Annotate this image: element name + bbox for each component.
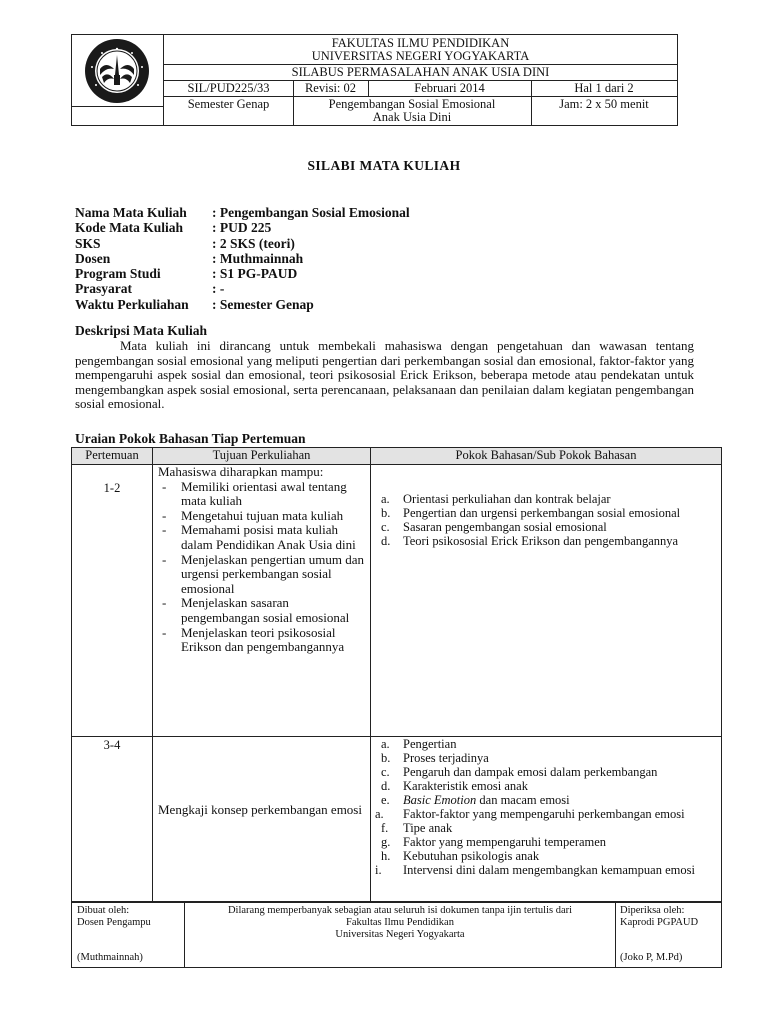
notice-line-2: Fakultas Ilmu Pendidikan	[346, 917, 454, 928]
topic-item: d. Karakteristik emosi anak	[381, 779, 528, 793]
meta-row	[75, 236, 410, 251]
page-number: Hal 1 dari 2	[574, 81, 634, 95]
meta-row	[75, 297, 410, 312]
university-name: UNIVERSITAS NEGERI YOGYAKARTA	[311, 49, 530, 63]
column-header-meeting: Pertemuan	[72, 448, 153, 464]
goal-item: - Menjelaskan teori psikososial Erikson dan pengembangannya	[162, 624, 345, 655]
topic-cell	[371, 737, 721, 902]
syllabus-title: SILABUS PERMASALAHAN ANAK USIA DINI	[291, 65, 550, 79]
meta-row	[75, 281, 410, 296]
semester: Semester Genap	[187, 97, 270, 111]
notice-line-1: Dilarang memperbanyak sebagian atau seluruh isi dokumen tanpa ijin tertulis dari	[227, 905, 573, 916]
hours: Jam: 2 x 50 menit	[559, 97, 649, 111]
meta-label: Waktu Perkuliahan	[75, 296, 189, 312]
faculty-name: FAKULTAS ILMU PENDIDIKAN	[331, 36, 510, 50]
meta-value: : Muthmainnah	[212, 250, 304, 266]
topic-item: b. Pengertian dan urgensi perkembangan sosial emosional	[381, 506, 681, 520]
checked-by-role: Kaprodi PGPAUD	[620, 917, 699, 928]
meta-label: Prasyarat	[75, 281, 132, 297]
document-footer	[71, 901, 722, 968]
issue-date: Februari 2014	[414, 81, 485, 95]
meta-label: SKS	[75, 235, 101, 251]
document-header	[71, 34, 678, 126]
doc-code: SIL/PUD225/33	[187, 81, 270, 95]
goal-item: - Memiliki orientasi awal tentang mata kuliah	[162, 478, 347, 509]
goal-item: - Menjelaskan pengertian umum dan urgensi perkembangan sosial emosional	[162, 551, 365, 596]
column-header-topic: Pokok Bahasan/Sub Pokok Bahasan	[455, 448, 637, 462]
topic-item: e. Basic Emotion dan macam emosi	[381, 793, 570, 807]
made-by-cell	[72, 902, 185, 967]
copyright-notice-cell	[185, 902, 616, 967]
description-body	[75, 339, 694, 412]
topic-item: f. Tipe anak	[381, 821, 453, 835]
meta-value: : 2 SKS (teori)	[212, 235, 295, 251]
meeting-number: 3-4	[72, 737, 153, 902]
goal-cell	[153, 737, 371, 902]
meta-label: Program Studi	[75, 266, 161, 282]
made-by-name: (Muthmainnah)	[77, 952, 143, 963]
topic-item: h. Kebutuhan psikologis anak	[381, 849, 540, 863]
topic-item: d. Teori psikososial Erick Erikson dan pengembangannya	[381, 534, 679, 548]
meta-label: Nama Mata Kuliah	[75, 205, 187, 220]
course-line-1: Pengembangan Sosial Emosional	[328, 97, 496, 111]
revision: Revisi: 02	[304, 81, 357, 95]
checked-by-name: (Joko P, M.Pd)	[620, 952, 683, 963]
topic-list	[381, 492, 721, 548]
goal-list	[158, 480, 370, 655]
topics-table	[71, 447, 722, 903]
topic-item: b. Proses terjadinya	[381, 751, 489, 765]
goal-text: Mengkaji konsep perkembangan emosi	[158, 802, 362, 817]
meta-value: : -	[212, 281, 225, 297]
meta-value: : Semester Genap	[212, 296, 314, 312]
checked-by-cell	[616, 902, 721, 967]
logo-cell	[72, 35, 164, 107]
meta-row	[75, 251, 410, 266]
table-heading: Uraian Pokok Bahasan Tiap Pertemuan	[75, 431, 306, 446]
description-text: Mata kuliah ini dirancang untuk membekali mahasiswa dengan pengetahuan dan wawasan tentang pengembangan sosial emosional yang meliputi pengertian dari perkembangan sosial dan emosional, faktor-faktor yang mempengaruhi aspek sosial dan emosional, teori psikososial Erick Erikson, beberapa metode atau pendekatan untuk mengembangkan aspek sosial emosional, serta perencanaan, pelaksanaan dan penilaian dalam kegiatan pengembangan sosial emosional.	[75, 338, 694, 412]
goal-cell	[153, 465, 371, 736]
table-header-row	[72, 448, 721, 465]
description-heading: Deskripsi Mata Kuliah	[75, 323, 208, 338]
topic-item: i. Intervensi dini dalam mengembangkan kemampuan emosi	[375, 863, 695, 877]
notice-line-3: Universitas Negeri Yogyakarta	[335, 929, 465, 940]
checked-by-label: Diperiksa oleh:	[620, 905, 685, 916]
topic-item: a. Pengertian	[381, 737, 457, 751]
meta-value: : S1 PG-PAUD	[212, 266, 298, 282]
topic-item: g. Faktor yang mempengaruhi temperamen	[381, 835, 607, 849]
meta-value: : PUD 225	[212, 220, 272, 236]
goal-item: - Mengetahui tujuan mata kuliah	[162, 507, 344, 523]
goal-item: - Memahami posisi mata kuliah dalam Pendidikan Anak Usia dini	[162, 522, 356, 552]
page-title: SILABI MATA KULIAH	[307, 158, 461, 173]
meta-value: : Pengembangan Sosial Emosional	[212, 205, 410, 220]
table-row	[72, 737, 721, 902]
column-header-goal: Tujuan Perkuliahan	[153, 448, 371, 464]
meeting-number: 1-2	[72, 465, 153, 736]
meta-label: Kode Mata Kuliah	[75, 220, 184, 236]
table-row	[72, 465, 721, 737]
course-line-2: Anak Usia Dini	[372, 110, 452, 124]
logo-empty-cell	[72, 107, 164, 125]
meta-row	[75, 205, 410, 220]
topic-item: a. Orientasi perkuliahan dan kontrak belajar	[381, 492, 611, 506]
university-seal-icon	[72, 35, 162, 105]
topic-item: c. Pengaruh dan dampak emosi dalam perkembangan	[381, 765, 658, 779]
topic-item: c. Sasaran pengembangan sosial emosional	[381, 520, 607, 534]
topic-cell	[371, 465, 721, 736]
topic-item: a. Faktor-faktor yang mempengaruhi perkembangan emosi	[375, 807, 685, 821]
meta-label: Dosen	[75, 250, 111, 266]
course-meta	[75, 205, 410, 312]
meta-row	[75, 266, 410, 281]
goal-item: - Menjelaskan sasaran pengembangan sosial emosional	[162, 595, 350, 625]
topic-list	[375, 737, 721, 877]
meta-row	[75, 220, 410, 235]
goal-intro: Mahasiswa diharapkan mampu:	[158, 464, 324, 479]
made-by-role: Dosen Pengampu	[77, 917, 151, 928]
made-by-label: Dibuat oleh:	[77, 905, 130, 916]
